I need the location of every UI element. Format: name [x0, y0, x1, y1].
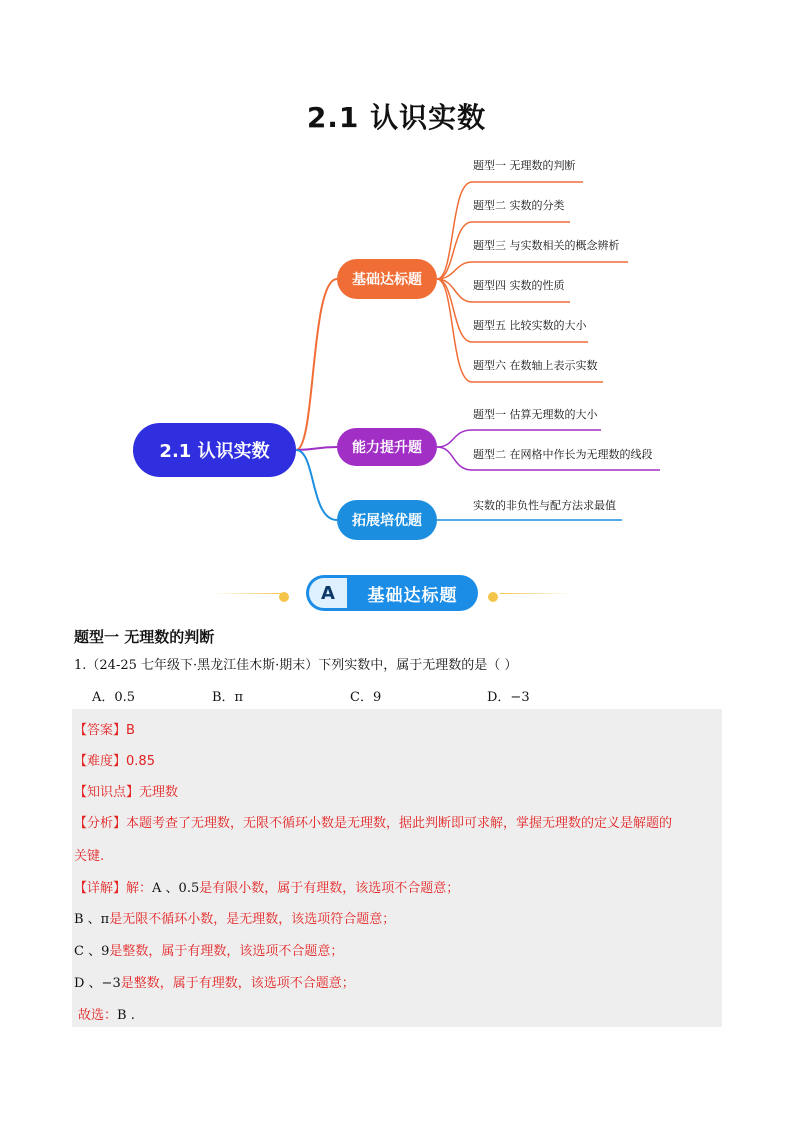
mindmap-center-node: 2.1 认识实数: [133, 423, 296, 477]
knowledge-value: 无理数: [139, 785, 179, 800]
option-d: D．−3: [487, 690, 530, 705]
section-banner: [306, 575, 478, 611]
mindmap-leaf: 题型二 在网格中作长为无理数的线段: [473, 448, 653, 461]
banner-right-dot: [488, 592, 498, 602]
section-heading: 题型一 无理数的判断: [74, 628, 215, 646]
difficulty-value: 0.85: [126, 754, 155, 769]
analysis-line: [74, 812, 672, 831]
mindmap-branch-advanced: 能力提升题: [337, 428, 437, 466]
connector-branch-3: [296, 450, 337, 520]
connector-branch-1: [296, 279, 337, 450]
detail-c-math: C 、9: [74, 944, 110, 959]
option-b: B．π: [212, 690, 244, 705]
conclusion-line: [78, 1004, 135, 1023]
banner-left-line: [214, 593, 284, 594]
detail-intro: 解：: [126, 881, 153, 896]
conclusion-text: 故选：: [78, 1008, 118, 1023]
mindmap-connectors: [0, 140, 793, 540]
mindmap-leaf: 实数的非负性与配方法求最值: [473, 499, 616, 512]
mindmap-leaf: 题型五 比较实数的大小: [473, 319, 587, 332]
section-letter: A: [309, 578, 347, 608]
mindmap-leaf: 题型三 与实数相关的概念辨析: [473, 239, 620, 252]
mindmap-branch-extension: 拓展培优题: [337, 500, 437, 540]
difficulty-line: [74, 750, 155, 769]
detail-a-text: 是有限小数，属于有理数，该选项不合题意；: [199, 881, 460, 896]
answer-key: 【答案】: [74, 723, 127, 738]
option-c: C．9: [350, 690, 382, 705]
mindmap-leaf: 题型一 无理数的判断: [473, 159, 576, 172]
question-text: 1.（24-25 七年级下·黑龙江佳木斯·期末）下列实数中，属于无理数的是（ ）: [74, 658, 518, 673]
analysis-line-2: 关键.: [74, 849, 105, 864]
detail-b-line: [74, 908, 395, 927]
detail-d-math: D 、−3: [74, 976, 121, 991]
page-title: 2.1 认识实数: [306, 101, 487, 134]
difficulty-key: 【难度】: [74, 754, 127, 769]
detail-b-text: 是无限不循环小数，是无理数，该选项符合题意；: [109, 912, 396, 927]
mindmap-leaf: 题型一 估算无理数的大小: [473, 408, 598, 421]
analysis-text: 本题考查了无理数，无限不循环小数是无理数，据此判断即可求解，掌握无理数的定义是解题的: [126, 816, 673, 831]
option-a: A．0.5: [92, 690, 136, 705]
detail-c-text: 是整数，属于有理数，该选项不合题意；: [109, 944, 344, 959]
connector-branch-2: [296, 447, 337, 450]
detail-line: [74, 877, 459, 896]
answer-value: B: [126, 723, 135, 738]
mindmap-leaf: 题型六 在数轴上表示实数: [473, 359, 598, 372]
detail-d-line: [74, 972, 355, 991]
analysis-key: 【分析】: [74, 816, 127, 831]
conclusion-math: B .: [117, 1008, 135, 1023]
detail-b-math: B 、π: [74, 912, 110, 927]
section-banner-text: 基础达标题: [367, 585, 458, 606]
detail-c-line: [74, 940, 343, 959]
detail-a-math: A 、0.5: [152, 881, 200, 896]
detail-d-text: 是整数，属于有理数，该选项不合题意；: [120, 976, 355, 991]
detail-key: 【详解】: [74, 881, 127, 896]
knowledge-key: 【知识点】: [74, 785, 140, 800]
mindmap-branch-basic: 基础达标题: [337, 259, 437, 299]
mindmap-leaf: 题型四 实数的性质: [473, 279, 565, 292]
mindmap-leaf: 题型二 实数的分类: [473, 199, 565, 212]
knowledge-line: [74, 781, 178, 800]
answer-line: [74, 719, 135, 738]
banner-left-dot: [279, 592, 289, 602]
banner-right-line: [500, 593, 570, 594]
